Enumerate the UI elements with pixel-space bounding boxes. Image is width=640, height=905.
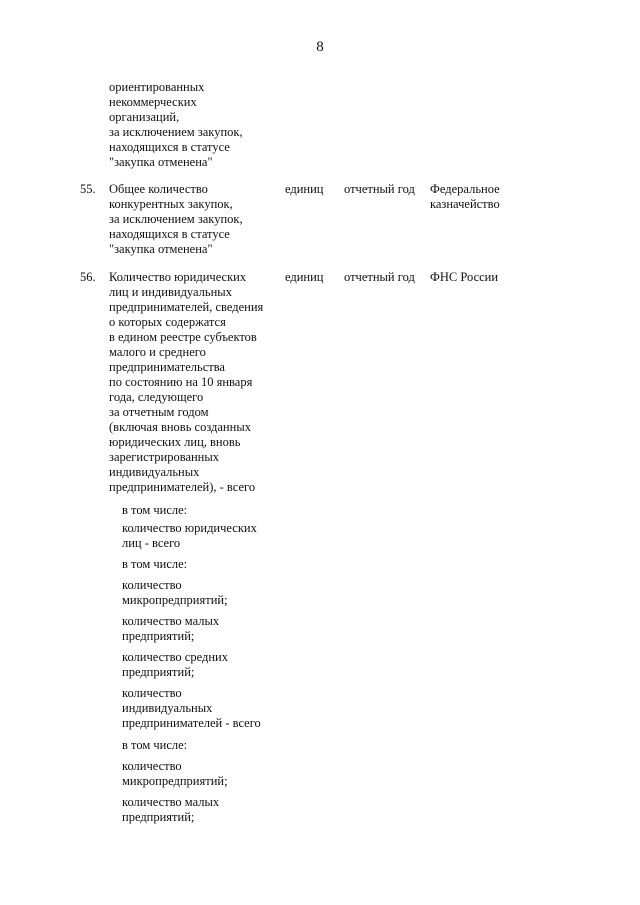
- continuation-description: ориентированных некоммерческих организаций, за исключением закупок, находящихся в статусе "закупка отменена": [109, 80, 243, 169]
- row-number: 55.: [80, 182, 96, 196]
- sub-item-including: в том числе:: [122, 503, 188, 517]
- row-number: 56.: [80, 270, 96, 284]
- row-unit: единиц: [285, 182, 324, 196]
- row-period: отчетный год: [344, 182, 415, 196]
- row-source: ФНС России: [430, 270, 499, 284]
- sub-item-entrepreneurs-total: количество индивидуальных предпринимателей - всего: [122, 686, 261, 730]
- sub-item-small-enterprises: количество малых предприятий;: [122, 795, 220, 824]
- row-description: Общее количество конкурентных закупок, за исключением закупок, находящихся в статусе "закупка отменена": [109, 182, 243, 256]
- sub-item-including: в том числе:: [122, 557, 188, 571]
- sub-item-micro-enterprises: количество микропредприятий;: [122, 578, 228, 607]
- sub-item-including: в том числе:: [122, 738, 188, 752]
- row-unit: единиц: [285, 270, 324, 284]
- row-period: отчетный год: [344, 270, 415, 284]
- row-description: Количество юридических лиц и индивидуальных предпринимателей, сведения о которых содержатся в едином реестре субъектов малого и среднего предпринимательства по состоянию на 10 января года, следующего за отчетным годом (включая вновь созданных юридических лиц, вновь зарегистрированных индивидуальных предпринимателей), - всего: [109, 270, 264, 494]
- sub-item-legal-entities-total: количество юридических лиц - всего: [122, 521, 257, 550]
- page-number: 8: [316, 39, 324, 55]
- sub-item-medium-enterprises: количество средних предприятий;: [122, 650, 228, 679]
- row-source: Федеральное казначейство: [430, 182, 500, 211]
- sub-item-small-enterprises: количество малых предприятий;: [122, 614, 220, 643]
- sub-item-micro-enterprises: количество микропредприятий;: [122, 759, 228, 788]
